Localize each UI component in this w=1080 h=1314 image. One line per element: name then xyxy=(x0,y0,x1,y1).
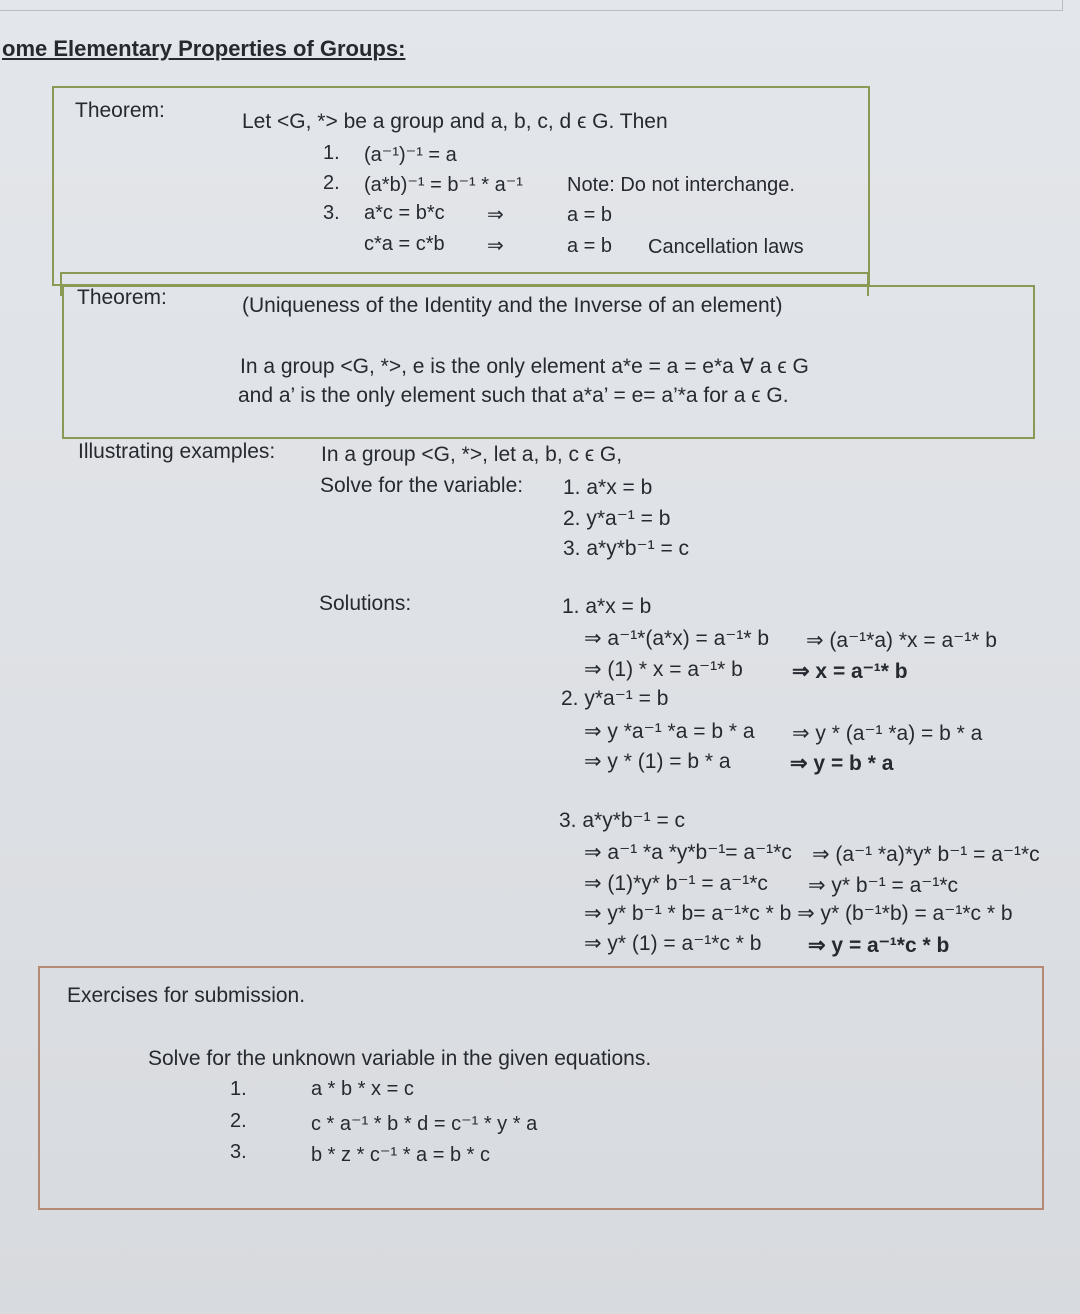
solution1-step: ⇒ (1) * x = a⁻¹* b xyxy=(584,658,743,681)
theorem2-line1: In a group <G, *>, e is the only element a*e = a = e*a ∀ a ϵ G xyxy=(240,355,809,378)
theorem1-intro: Let <G, *> be a group and a, b, c, d ϵ G. Then xyxy=(242,110,668,133)
theorem1-item-result: a = b xyxy=(567,235,613,257)
theorem2-line2: and a’ is the only element such that a*a’ = e= a’*a for a ϵ G. xyxy=(238,384,789,407)
exercise-expr: b * z * c⁻¹ * a = b * c xyxy=(311,1144,490,1166)
examples-label: Illustrating examples: xyxy=(78,440,276,463)
solution3-step: ⇒ a⁻¹ *a *y*b⁻¹= a⁻¹*c xyxy=(584,841,792,864)
theorem1-label: Theorem: xyxy=(75,99,165,122)
solution2-step: ⇒ y * (1) = b * a xyxy=(584,750,731,773)
theorem1-item-num: 2. xyxy=(323,172,340,194)
solution3-step: ⇒ (a⁻¹ *a)*y* b⁻¹ = a⁻¹*c xyxy=(812,843,1040,866)
solution2-head: 2. y*a⁻¹ = b xyxy=(561,687,669,710)
page-title: ome Elementary Properties of Groups: xyxy=(2,36,406,61)
exercise-num: 3. xyxy=(230,1141,247,1163)
exercise-expr: a * b * x = c xyxy=(311,1078,414,1100)
solution1-step: ⇒ (a⁻¹*a) *x = a⁻¹* b xyxy=(806,629,997,652)
theorem1-item-num: 3. xyxy=(323,202,340,224)
problem-item: 1. a*x = b xyxy=(563,476,653,499)
solution2-step: ⇒ y * (a⁻¹ *a) = b * a xyxy=(792,722,983,745)
solution3-step: ⇒ y* b⁻¹ * b= a⁻¹*c * b ⇒ y* (b⁻¹*b) = a⁻¹*c * b xyxy=(584,902,1013,925)
solution1-step: ⇒ a⁻¹*(a*x) = a⁻¹* b xyxy=(584,627,770,650)
theorem1-item-num: 1. xyxy=(323,142,340,164)
solution3-head: 3. a*y*b⁻¹ = c xyxy=(559,809,686,832)
theorem1-item-expr: (a⁻¹)⁻¹ = a xyxy=(364,144,457,166)
page-edge xyxy=(0,0,1063,11)
solution1-head: 1. a*x = b xyxy=(562,595,652,618)
theorem2-subtitle: (Uniqueness of the Identity and the Inverse of an element) xyxy=(242,294,783,317)
exercise-expr: c * a⁻¹ * b * d = c⁻¹ * y * a xyxy=(311,1113,538,1135)
exercise-num: 1. xyxy=(230,1078,247,1100)
solve-label: Solve for the variable: xyxy=(320,474,524,497)
solutions-label: Solutions: xyxy=(319,592,412,615)
exercises-label: Exercises for submission. xyxy=(67,984,306,1007)
solution2-answer: ⇒ y = b * a xyxy=(790,752,894,775)
implies-arrow: ⇒ xyxy=(487,204,504,226)
problem-item: 3. a*y*b⁻¹ = c xyxy=(563,537,690,560)
theorem1-item-expr: c*a = c*b xyxy=(364,233,445,255)
solution3-step: ⇒ y* (1) = a⁻¹*c * b xyxy=(584,932,762,955)
theorem1-item-expr: a*c = b*c xyxy=(364,202,445,224)
solution3-step: ⇒ y* b⁻¹ = a⁻¹*c xyxy=(808,874,959,897)
examples-intro: In a group <G, *>, let a, b, c ϵ G, xyxy=(321,443,623,466)
solution1-answer: ⇒ x = a⁻¹* b xyxy=(792,660,908,683)
exercise-num: 2. xyxy=(230,1110,247,1132)
solution3-step: ⇒ (1)*y* b⁻¹ = a⁻¹*c xyxy=(584,872,768,895)
implies-arrow: ⇒ xyxy=(487,235,504,257)
theorem1-item-expr: (a*b)⁻¹ = b⁻¹ * a⁻¹ xyxy=(364,174,523,196)
theorem1-note: Note: Do not interchange. xyxy=(567,174,795,196)
problem-item: 2. y*a⁻¹ = b xyxy=(563,507,671,530)
theorem1-item-result: a = b xyxy=(567,204,613,226)
solution2-step: ⇒ y *a⁻¹ *a = b * a xyxy=(584,720,755,743)
cancellation-note: Cancellation laws xyxy=(648,236,804,258)
exercises-instruction: Solve for the unknown variable in the given equations. xyxy=(148,1047,652,1070)
theorem2-label: Theorem: xyxy=(77,286,167,309)
solution3-answer: ⇒ y = a⁻¹*c * b xyxy=(808,934,950,957)
